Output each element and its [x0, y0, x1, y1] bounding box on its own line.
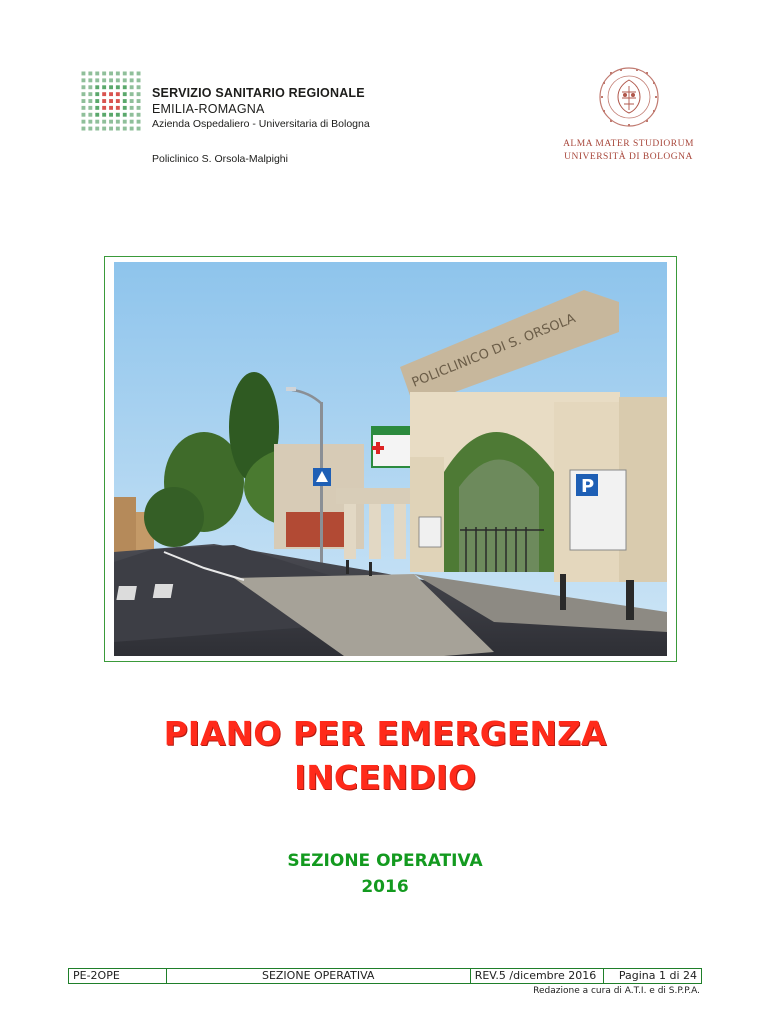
- logo-dot: [88, 78, 92, 82]
- logo-dot: [116, 78, 120, 82]
- logo-dot: [95, 113, 99, 117]
- logo-dot: [137, 85, 141, 89]
- logo-dot: [109, 85, 113, 89]
- logo-dot: [88, 92, 92, 96]
- logo-dot: [130, 99, 134, 103]
- unibo-line2: UNIVERSITÀ DI BOLOGNA: [564, 152, 693, 162]
- document-subtitle: [0, 848, 770, 900]
- logo-dot: [82, 99, 86, 103]
- title-line1: PIANO PER EMERGENZA: [163, 714, 607, 753]
- logo-dot: [130, 92, 134, 96]
- logo-dot: [130, 78, 134, 82]
- document-title: [0, 712, 770, 800]
- footer-table: [68, 968, 702, 984]
- logo-dot: [137, 120, 141, 124]
- logo-dot: [82, 127, 86, 131]
- logo-dot: [116, 120, 120, 124]
- parking-sign: P: [581, 476, 595, 497]
- logo-dot: [82, 78, 86, 82]
- logo-dot: [137, 106, 141, 110]
- logo-dot: [95, 72, 99, 76]
- ssr-region: EMILIA-ROMAGNA: [152, 102, 265, 116]
- logo-dot: [130, 113, 134, 117]
- logo-dot: [137, 127, 141, 131]
- logo-dot: [88, 106, 92, 110]
- logo-dot: [116, 127, 120, 131]
- logo-dot: [130, 72, 134, 76]
- logo-dot: [123, 106, 127, 110]
- logo-dot: [82, 106, 86, 110]
- logo-dot: [95, 78, 99, 82]
- logo-dot: [116, 92, 120, 96]
- logo-dot: [130, 127, 134, 131]
- ssr-policlinico: Policlinico S. Orsola-Malpighi: [152, 153, 288, 165]
- logo-dot: [95, 99, 99, 103]
- logo-dot: [109, 92, 113, 96]
- logo-dot: [95, 120, 99, 124]
- ssr-title: SERVIZIO SANITARIO REGIONALE: [152, 86, 365, 100]
- logo-dot: [82, 92, 86, 96]
- logo-dot: [137, 72, 141, 76]
- footer-revision: REV.5 /dicembre 2016: [471, 969, 605, 983]
- logo-dot: [109, 127, 113, 131]
- logo-dot: [130, 85, 134, 89]
- logo-dot: [95, 127, 99, 131]
- hospital-entrance-photo: [114, 262, 667, 656]
- logo-dot: [82, 120, 86, 124]
- logo-dot: [109, 106, 113, 110]
- logo-dot: [82, 85, 86, 89]
- logo-dot: [137, 78, 141, 82]
- logo-dot: [88, 127, 92, 131]
- subtitle-line2: 2016: [361, 877, 409, 897]
- logo-dot: [102, 113, 106, 117]
- logo-dot: [102, 127, 106, 131]
- logo-dot: [102, 120, 106, 124]
- logo-dot: [109, 99, 113, 103]
- logo-dot: [95, 106, 99, 110]
- logo-dot: [82, 113, 86, 117]
- logo-dot: [123, 99, 127, 103]
- logo-dot: [109, 113, 113, 117]
- arch-inscription: POLICLINICO DI S. ORSOLA: [409, 311, 578, 391]
- ssr-azienda: Azienda Ospedaliero - Universitaria di Bologna: [152, 118, 370, 130]
- logo-dot: [88, 99, 92, 103]
- logo-dot: [88, 120, 92, 124]
- logo-dot: [88, 113, 92, 117]
- logo-dot: [137, 99, 141, 103]
- logo-dot: [109, 72, 113, 76]
- logo-dot: [123, 72, 127, 76]
- logo-dot: [137, 92, 141, 96]
- logo-dot: [130, 106, 134, 110]
- footer-code: PE-2OPE: [69, 969, 167, 983]
- logo-dot: [130, 120, 134, 124]
- logo-dot: [102, 78, 106, 82]
- logo-dot: [102, 99, 106, 103]
- logo-dot: [88, 85, 92, 89]
- dot-grid-logo-icon: [80, 70, 142, 132]
- logo-dot: [116, 85, 120, 89]
- subtitle-line1: SEZIONE OPERATIVA: [287, 851, 483, 871]
- logo-dot: [123, 85, 127, 89]
- logo-dot: [102, 106, 106, 110]
- logo-dot: [123, 113, 127, 117]
- logo-dot: [123, 120, 127, 124]
- logo-dot: [116, 113, 120, 117]
- logo-dot: [102, 92, 106, 96]
- ssr-header: [152, 86, 370, 132]
- footer-page: Pagina 1 di 24: [618, 969, 697, 982]
- university-seal-icon: [598, 66, 660, 128]
- logo-dot: [123, 127, 127, 131]
- unibo-line1: ALMA MATER STUDIORUM: [563, 139, 694, 149]
- logo-dot: [88, 72, 92, 76]
- logo-dot: [102, 85, 106, 89]
- logo-dot: [102, 72, 106, 76]
- title-line2: INCENDIO: [294, 758, 476, 797]
- logo-dot: [95, 85, 99, 89]
- logo-dot: [95, 92, 99, 96]
- logo-dot: [109, 78, 113, 82]
- logo-dot: [123, 78, 127, 82]
- logo-dot: [123, 92, 127, 96]
- footer-note: Redazione a cura di A.T.I. e di S.P.P.A.: [533, 986, 700, 996]
- logo-dot: [116, 72, 120, 76]
- logo-dot: [116, 99, 120, 103]
- logo-dot: [116, 106, 120, 110]
- footer-section: SEZIONE OPERATIVA: [167, 969, 471, 983]
- unibo-name: [546, 138, 711, 164]
- logo-dot: [137, 113, 141, 117]
- logo-dot: [82, 72, 86, 76]
- logo-dot: [109, 120, 113, 124]
